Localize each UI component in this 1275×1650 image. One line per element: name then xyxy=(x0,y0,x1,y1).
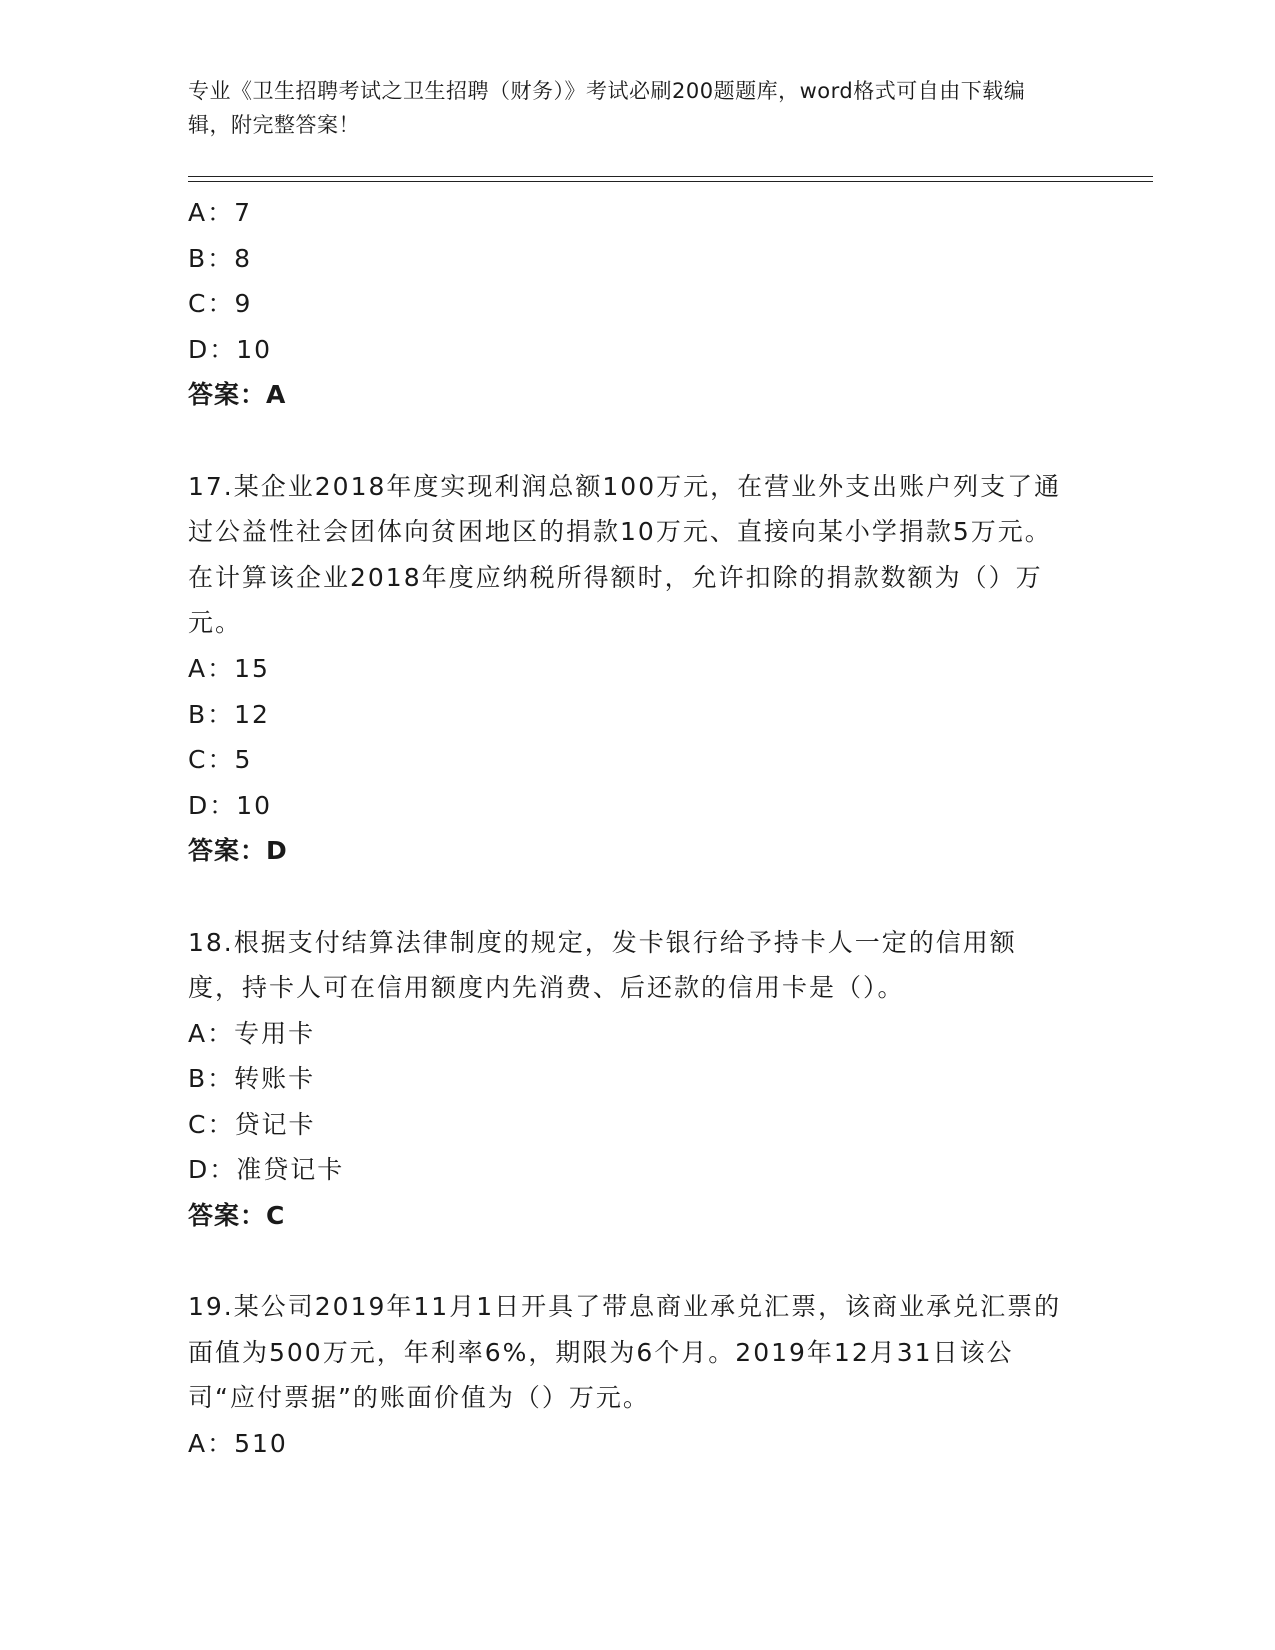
answer: 答案：A xyxy=(188,380,287,410)
question-content xyxy=(188,190,1068,1467)
question-19 xyxy=(188,1284,1068,1466)
option-b: B：12 xyxy=(188,699,270,729)
option-c: C：贷记卡 xyxy=(188,1109,316,1139)
option-d: D：10 xyxy=(188,334,273,364)
spacer xyxy=(188,874,1068,920)
header-divider-top xyxy=(188,176,1153,177)
option-a: A：7 xyxy=(188,198,253,227)
answer: 答案：C xyxy=(188,1201,286,1231)
spacer xyxy=(188,1239,1068,1285)
option-a: A：专用卡 xyxy=(188,1018,316,1048)
option-a: A：510 xyxy=(188,1429,288,1459)
option-a: A：15 xyxy=(188,653,270,683)
document-header-title: 专业《卫生招聘考试之卫生招聘（财务）》考试必刷200题题库，word格式可自由下载编辑，附完整答案！ xyxy=(188,79,1026,137)
question-17 xyxy=(188,464,1068,874)
option-b: B：8 xyxy=(188,243,253,273)
question-stem: 19.某公司2019年11月1日开具了带息商业承兑汇票，该商业承兑汇票的面值为500万元，年利率6%，期限为6个月。2019年12月31日该公司“应付票据”的账面价值为（）万元。 xyxy=(188,1292,1062,1413)
question-stem: 17.某企业2018年度实现利润总额100万元，在营业外支出账户列支了通过公益性社会团体向贫困地区的捐款10万元、直接向某小学捐款5万元。在计算该企业2018年度应纳税所得额时，允许扣除的捐款数额为（）万元。 xyxy=(188,471,1062,638)
question-18 xyxy=(188,920,1068,1239)
option-c: C：9 xyxy=(188,289,253,319)
header-divider-bottom xyxy=(188,181,1153,182)
answer: 答案：D xyxy=(188,836,288,866)
spacer xyxy=(188,418,1068,464)
option-c: C：5 xyxy=(188,745,253,775)
option-d: D：准贷记卡 xyxy=(188,1155,345,1185)
prev-question-block xyxy=(188,190,1068,418)
option-b: B：转账卡 xyxy=(188,1064,316,1094)
option-d: D：10 xyxy=(188,790,273,820)
question-stem: 18.根据支付结算法律制度的规定，发卡银行给予持卡人一定的信用额度，持卡人可在信用额度内先消费、后还款的信用卡是（）。 xyxy=(188,927,1017,1003)
